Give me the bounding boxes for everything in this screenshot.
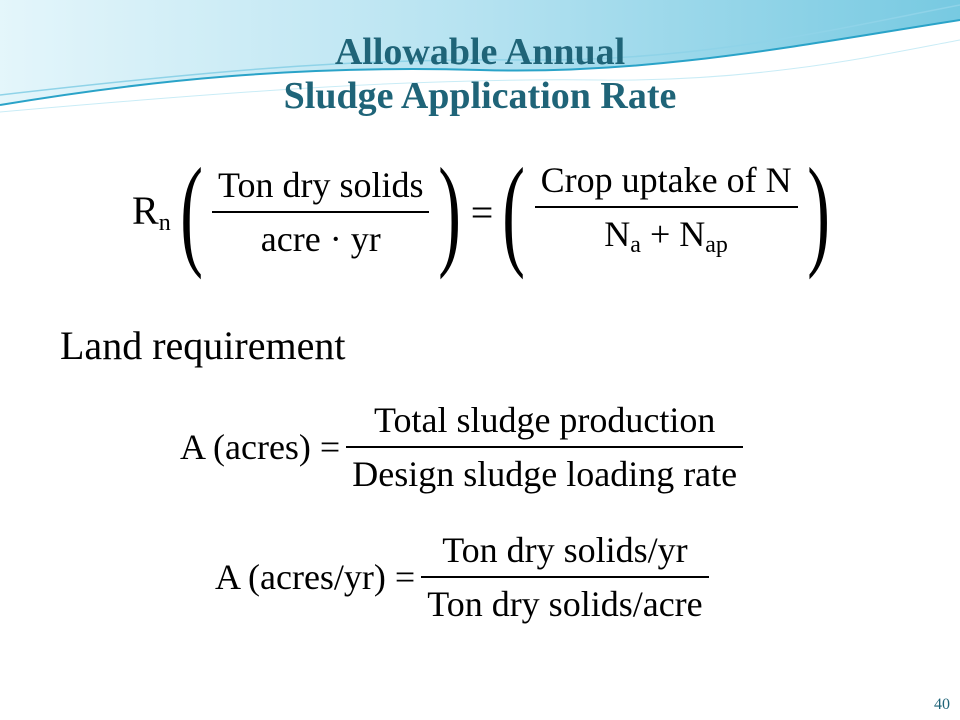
area1-fraction bbox=[346, 398, 743, 496]
right-paren: ) bbox=[806, 143, 830, 280]
area1-lhs: A (acres) = bbox=[180, 427, 341, 467]
area-equation-2 bbox=[215, 528, 709, 626]
area2-fraction bbox=[421, 528, 708, 626]
title-line-1: Allowable Annual bbox=[334, 31, 626, 73]
rate-rhs-denominator: $N_a + N_{ap}$ bbox=[604, 213, 728, 258]
rate-lhs-denominator: acre · yr bbox=[260, 219, 381, 259]
area1-denominator: Design sludge loading rate bbox=[352, 454, 738, 494]
title-line-2: Sludge Application Rate bbox=[283, 75, 677, 117]
rate-lhs-numerator: Ton dry solids bbox=[217, 165, 424, 205]
section-heading: Land requirement bbox=[60, 323, 346, 368]
right-paren: ) bbox=[438, 143, 462, 280]
fraction-bar bbox=[346, 446, 743, 448]
page-number: 40 bbox=[934, 696, 950, 713]
slide-title bbox=[0, 30, 960, 118]
equals-sign: = bbox=[470, 189, 494, 235]
rate-fraction-rhs bbox=[535, 158, 798, 267]
left-paren: ( bbox=[502, 143, 526, 280]
rate-symbol: $R_n$ bbox=[132, 188, 171, 236]
fraction-bar bbox=[212, 211, 430, 213]
area1-numerator: Total sludge production bbox=[373, 400, 716, 440]
rate-equation bbox=[132, 143, 839, 280]
area2-denominator: Ton dry solids/acre bbox=[427, 584, 703, 624]
area2-lhs: A (acres/yr) = bbox=[215, 557, 416, 597]
rate-fraction-lhs bbox=[212, 163, 430, 261]
left-paren: ( bbox=[179, 143, 203, 280]
fraction-bar bbox=[535, 206, 798, 208]
rate-rhs-numerator: Crop uptake of N bbox=[540, 159, 792, 200]
area-equation-1 bbox=[180, 398, 743, 496]
fraction-bar bbox=[421, 576, 708, 578]
area2-numerator: Ton dry solids/yr bbox=[442, 530, 688, 570]
